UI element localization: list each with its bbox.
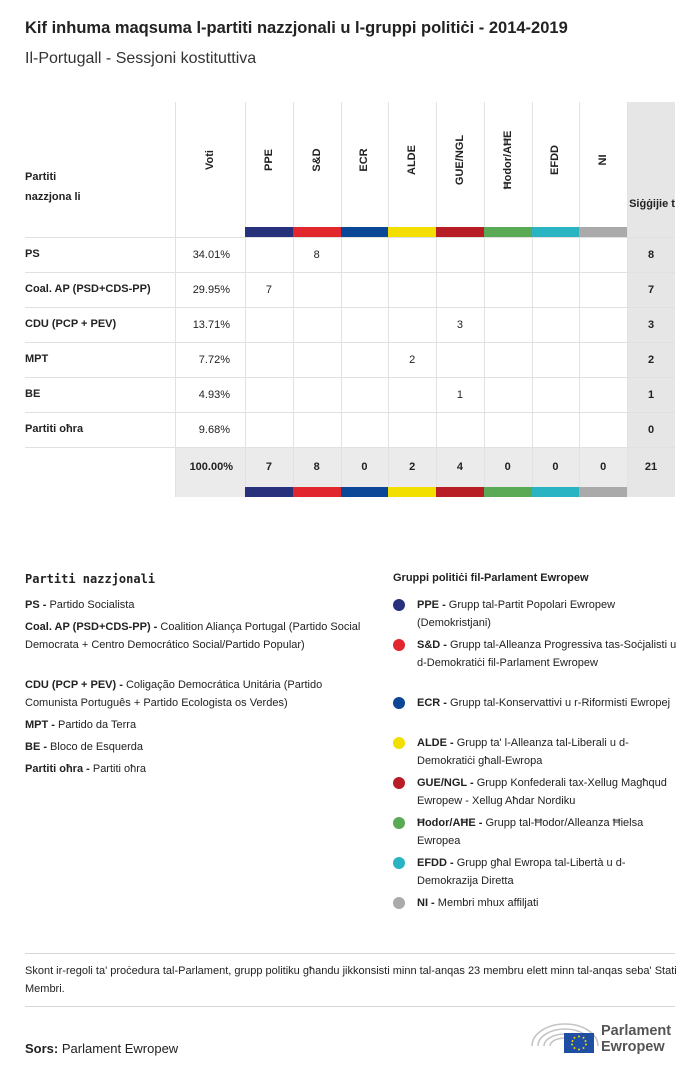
vote-share: 4.93% [198,388,230,401]
group-color-bar-top [532,227,580,237]
group-color-dot [393,857,405,869]
group-color-bar-top [293,227,341,237]
group-full-name: Grupp ta' l-Alleanza tal-Liberali u d-Demokratiċi għall-Ewropa [417,737,629,767]
party-name: PS [25,247,40,260]
party-abbr: MPT - [25,719,55,731]
party-legend-item [25,676,365,712]
party-full-name: Bloco de Esquerda [47,741,144,753]
column-divider [341,102,342,497]
group-total-seats: 8 [313,461,320,473]
group-header-4: GUE/NGL [453,134,466,186]
group-abbr: EFDD - [417,857,454,869]
party-full-name: Partiti oħra [89,763,147,775]
group-total-seats: 2 [409,461,416,473]
column-divider [484,102,485,497]
party-abbr: Coal. AP (PSD+CDS-PP) - [25,621,158,633]
hemicycle-logo-icon [530,1016,600,1056]
group-seat-count: 8 [313,248,320,261]
party-legend-item [25,618,365,654]
votes-column-header: Voti [204,150,216,170]
group-color-bar-bottom [293,487,341,497]
parliament-logo [530,1016,680,1056]
group-color-bar-top [436,227,484,237]
party-legend-item [25,596,365,614]
party-name: Coal. AP (PSD+CDS-PP) [25,282,151,295]
group-full-name: Grupp tal-Konservattivi u r-Riformisti Ewropej [446,697,671,709]
group-color-dot [393,737,405,749]
party-abbr: BE - [25,741,47,753]
group-color-bar-bottom [579,487,627,497]
vote-share: 13.71% [192,318,230,331]
group-header-5: Ħodor/AĦE [501,130,514,190]
column-divider [175,102,176,497]
party-legend-item [25,760,365,778]
source-line [25,1041,178,1056]
group-color-dot [393,599,405,611]
group-color-bar-bottom [388,487,436,497]
party-abbr: Partiti oħra - [25,763,90,775]
footnote: Skont ir-regoli ta' proċedura tal-Parlament, grupp politiku għandu jikkonsisti minn tal-anqas 23 membru elett minn tal-anqas seba' Stati Membri. [25,965,677,995]
party-full-name: Coligação Democrática Unitária (Partido Comunista Português + Partido Ecologista os Verdes) [25,679,323,709]
vote-share: 7.72% [198,353,230,366]
row-divider [25,272,675,273]
row-divider [25,307,675,308]
group-color-dot [393,777,405,789]
party-total-seats: 3 [647,318,655,331]
group-color-bar-bottom [436,487,484,497]
grand-total-seats: 21 [644,461,658,473]
group-header-2: ECR [358,148,371,172]
group-color-bar-top [484,227,532,237]
group-color-dot [393,697,405,709]
party-total-seats: 0 [647,423,655,436]
divider-bottom [25,1006,675,1007]
total-vote-share: 100.00% [189,461,233,473]
party-name: MPT [25,352,49,365]
party-name: Partiti oħra [25,422,84,435]
group-color-bar-top [579,227,627,237]
group-color-bar-top [245,227,293,237]
column-divider [579,102,580,497]
group-color-bar-bottom [341,487,389,497]
group-abbr: ALDE - [417,737,454,749]
party-column-header: Partiti nazzjona li [25,171,81,203]
group-total-seats: 7 [265,461,272,473]
vote-share: 9.68% [198,423,230,436]
group-full-name: Membri mhux affiljati [434,897,539,909]
group-seat-count: 3 [456,318,463,331]
group-color-bar-bottom [245,487,293,497]
party-legend-item [25,738,365,756]
group-abbr: PPE - [417,599,446,611]
group-color-bar-bottom [532,487,580,497]
party-full-name: Partido da Terra [54,719,137,731]
party-abbr: PS - [25,599,47,611]
group-abbr: S&D - [417,639,447,651]
vote-share: 34.01% [192,248,230,261]
group-legend-item [417,854,682,890]
group-color-bar-top [341,227,389,237]
group-seat-count: 1 [456,388,463,401]
row-divider [25,342,675,343]
seats-column-header: Siġġijie t [629,198,675,210]
group-full-name: Grupp Konfederali tax-Xellug Magħqud Ewropew - Xellug Aħdar Nordiku [417,777,667,807]
group-legend-item [417,814,682,850]
row-divider [25,237,675,238]
group-color-bar-bottom [484,487,532,497]
group-full-name: Grupp tal-Partit Popolari Ewropew (Demokristjani) [417,599,616,629]
party-total-seats: 7 [647,283,655,296]
group-color-dot [393,817,405,829]
group-abbr: Ħodor/AĦE - [417,817,483,829]
group-legend-title: Gruppi politiċi fil-Parlament Ewropew [393,572,589,584]
party-name: CDU (PCP + PEV) [25,317,117,330]
group-full-name: Grupp tal-Ħodor/Alleanza Ħielsa Ewropea [417,817,644,847]
logo-text-line2: Ewropew [601,1039,665,1055]
group-color-bar-top [388,227,436,237]
group-color-dot [393,897,405,909]
party-total-seats: 2 [647,353,655,366]
seat-distribution-table [0,0,700,520]
column-divider [293,102,294,497]
party-legend-title: Partiti nazzjonali [25,572,156,586]
group-header-1: S&D [310,148,323,172]
group-abbr: ECR - [417,697,447,709]
party-full-name: Coalition Aliança Portugal (Partido Social Democrata + Centro Democrático Social/Partido Popular) [25,621,361,651]
column-divider [532,102,533,497]
party-full-name: Partido Socialista [46,599,135,611]
group-legend-item [417,894,682,912]
group-abbr: GUE/NGL - [417,777,474,789]
group-full-name: Grupp għal Ewropa tal-Libertà u d-Demokrazija Diretta [417,857,626,887]
group-abbr: NI - [417,897,435,909]
group-legend-item [417,734,682,770]
group-header-6: EFDD [549,145,562,175]
party-legend-item [25,716,365,734]
logo-text-line1: Parlament [601,1023,672,1039]
group-legend-item [417,596,682,632]
party-total-seats: 1 [647,388,655,401]
group-color-dot [393,639,405,651]
group-header-3: ALDE [406,145,419,175]
group-full-name: Grupp tal-Alleanza Progressiva tas-Soċjalisti u d-Demokratiċi fil-Parlament Ewropew [417,639,677,669]
group-total-seats: 4 [456,461,463,473]
divider-top [25,953,675,954]
column-divider [245,102,246,497]
group-legend-item [417,774,682,810]
group-seat-count: 2 [409,353,416,366]
chart-title: Kif inhuma maqsuma l-partiti nazzjonali u l-gruppi politiċi - 2014-2019 [25,19,568,37]
row-divider [25,377,675,378]
column-divider [436,102,437,497]
party-total-seats: 8 [647,248,655,261]
group-header-7: NI [597,154,610,166]
group-total-seats: 0 [600,461,607,473]
row-divider [25,412,675,413]
party-abbr: CDU (PCP + PEV) - [25,679,123,691]
source-label: Sors: [25,1041,59,1056]
row-divider [25,447,675,448]
group-header-0: PPE [262,148,275,172]
group-legend-item [417,694,682,712]
column-divider [627,102,628,497]
column-divider [388,102,389,497]
seats-column-background [627,102,675,497]
group-seat-count: 7 [265,283,272,296]
source-text: Parlament Ewropew [61,1041,179,1056]
party-name: BE [25,387,41,400]
group-legend-item [417,636,682,672]
chart-subtitle: Il-Portugall - Sessjoni kostituttiva [25,50,257,67]
group-total-seats: 0 [552,461,559,473]
group-total-seats: 0 [504,461,511,473]
vote-share: 29.95% [192,283,230,296]
group-total-seats: 0 [361,461,368,473]
